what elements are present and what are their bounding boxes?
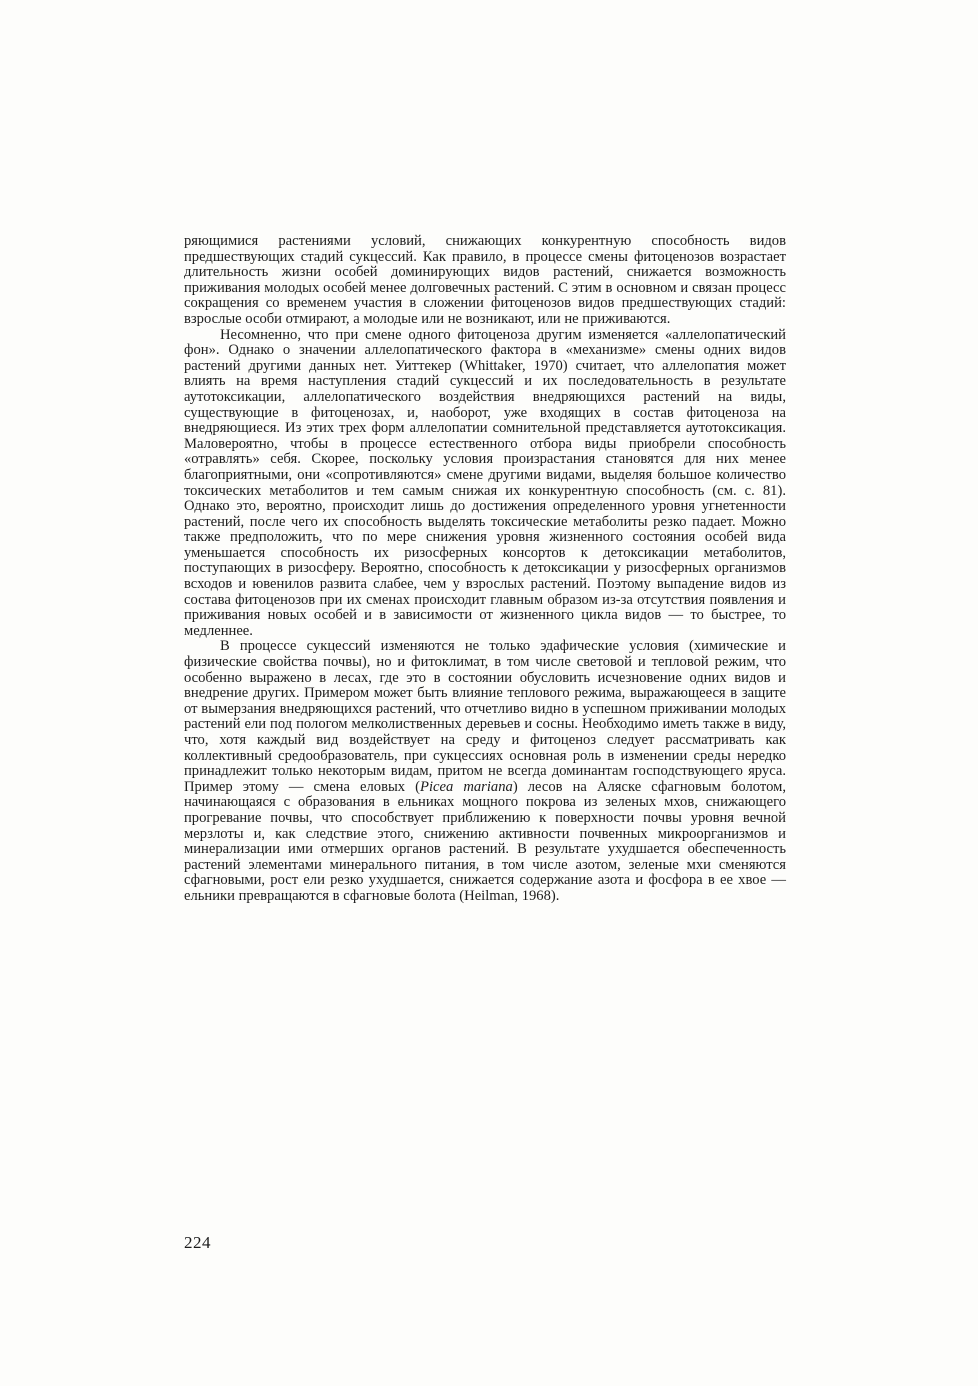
species-name-italic: Picea mariana (420, 778, 513, 795)
paragraph-2 (184, 328, 786, 640)
page-number: 224 (184, 1233, 211, 1252)
paragraph-3-text-a: В процессе сукцессий изменяются не только эдафические условия (химические и физические свойства почвы), но и фитоклимат, в том числе световой и тепловой режим, что особенно выражено в лесах, где это в состоянии обусловить исчезновение одних видов и внедрение других. Примером может быть влияние теплового режима, выражающееся в защите от вымерзания внедряющихся растений, что отчетливо видно в успешном приживании молодых растений ели под пологом мелколиственных деревьев и сосны. Необходимо иметь также в виду, что, хотя каждый вид воздействует на среду и фитоценоз следует рассматривать как коллективный средообразователь, при сукцессиях основная роль в изменении среды нередко принадлежит только некоторым видам, притом не всегда доминантам господствующего яруса. Пример этому — смена еловых ( (184, 638, 786, 795)
paragraph-1 (184, 234, 786, 328)
paragraph-1-text: ряющимися растениями условий, снижающих конкурентную способность видов предшествующих стадий сукцессий. Как правило, в процессе смены фитоценозов возрастает длительность жизни особей доминирующих видов растений, снижается возможность приживания молодых особей менее долговечных растений. С этим в основном и связан процесс сокращения со временем участия в сложении фитоценозов видов предшествующих стадий: взрослые особи отмирают, а молодые или не возникают, или не приживаются. (184, 233, 786, 327)
paragraph-2-text: Несомненно, что при смене одного фитоценоза другим изменяется «аллелопатический фон». Однако о значении аллелопатического фактора в «механизме» смены одних видов растений другими данных нет. Уиттекер (Whittaker, 1970) считает, что аллелопатия может влиять на время наступления стадий сукцессий и их последовательность в результате аутотоксикации, аллелопатического воздействия внедряющихся растений на виды, существующие в фитоценозах, и, наоборот, уже входящих в состав фитоценоза на внедряющиеся. Из этих трех форм аллелопатии сомнительной представляется аутотоксикация. Маловероятно, чтобы в процессе естественного отбора виды приобрели способность «отравлять» себя. Скорее, поскольку условия произрастания становятся для них менее благоприятными, они «сопротивляются» смене другими видами, выделяя большое количество токсических метаболитов и тем самым снижая их конкурентную способность (см. с. 81). Однако это, вероятно, происходит лишь до достижения определенного уровня угнетенности растений, после чего их способность выделять токсические метаболиты резко падает. Можно также предположить, что по мере снижения уровня жизненного состояния особей вида уменьшается способность их ризосферных консортов к детоксикации метаболитов, поступающих в ризосферу. Вероятно, способность к детоксикации у ризосферных организмов всходов и ювенилов развита слабее, чем у взрослых растений. Поэтому выпадение видов из состава фитоценозов при их сменах происходит главным образом из-за отсутствия появления и приживания новых особей и в зависимости от жизненного цикла видов — то быстрее, то медленнее. (184, 326, 786, 639)
body-text (184, 234, 786, 905)
paragraph-3 (184, 639, 786, 904)
paragraph-3-text-b: ) лесов на Аляске сфагновым болотом, начинающаяся с образования в ельниках мощного покрова из зеленых мхов, снижающего прогревание почвы, что способствует приближению к поверхности почвы уровня вечной мерзлоты и, как следствие этого, снижению активности почвенных микроорганизмов и минерализации ими отмерших органов растений. В результате ухудшается обеспеченность растений элементами минерального питания, в том числе азотом, зеленые мхи сменяются сфагновыми, рост ели резко ухудшается, снижается содержание азота и фосфора в ее хвое — ельники превращаются в сфагновые болота (Heilman, 1968). (184, 778, 786, 904)
